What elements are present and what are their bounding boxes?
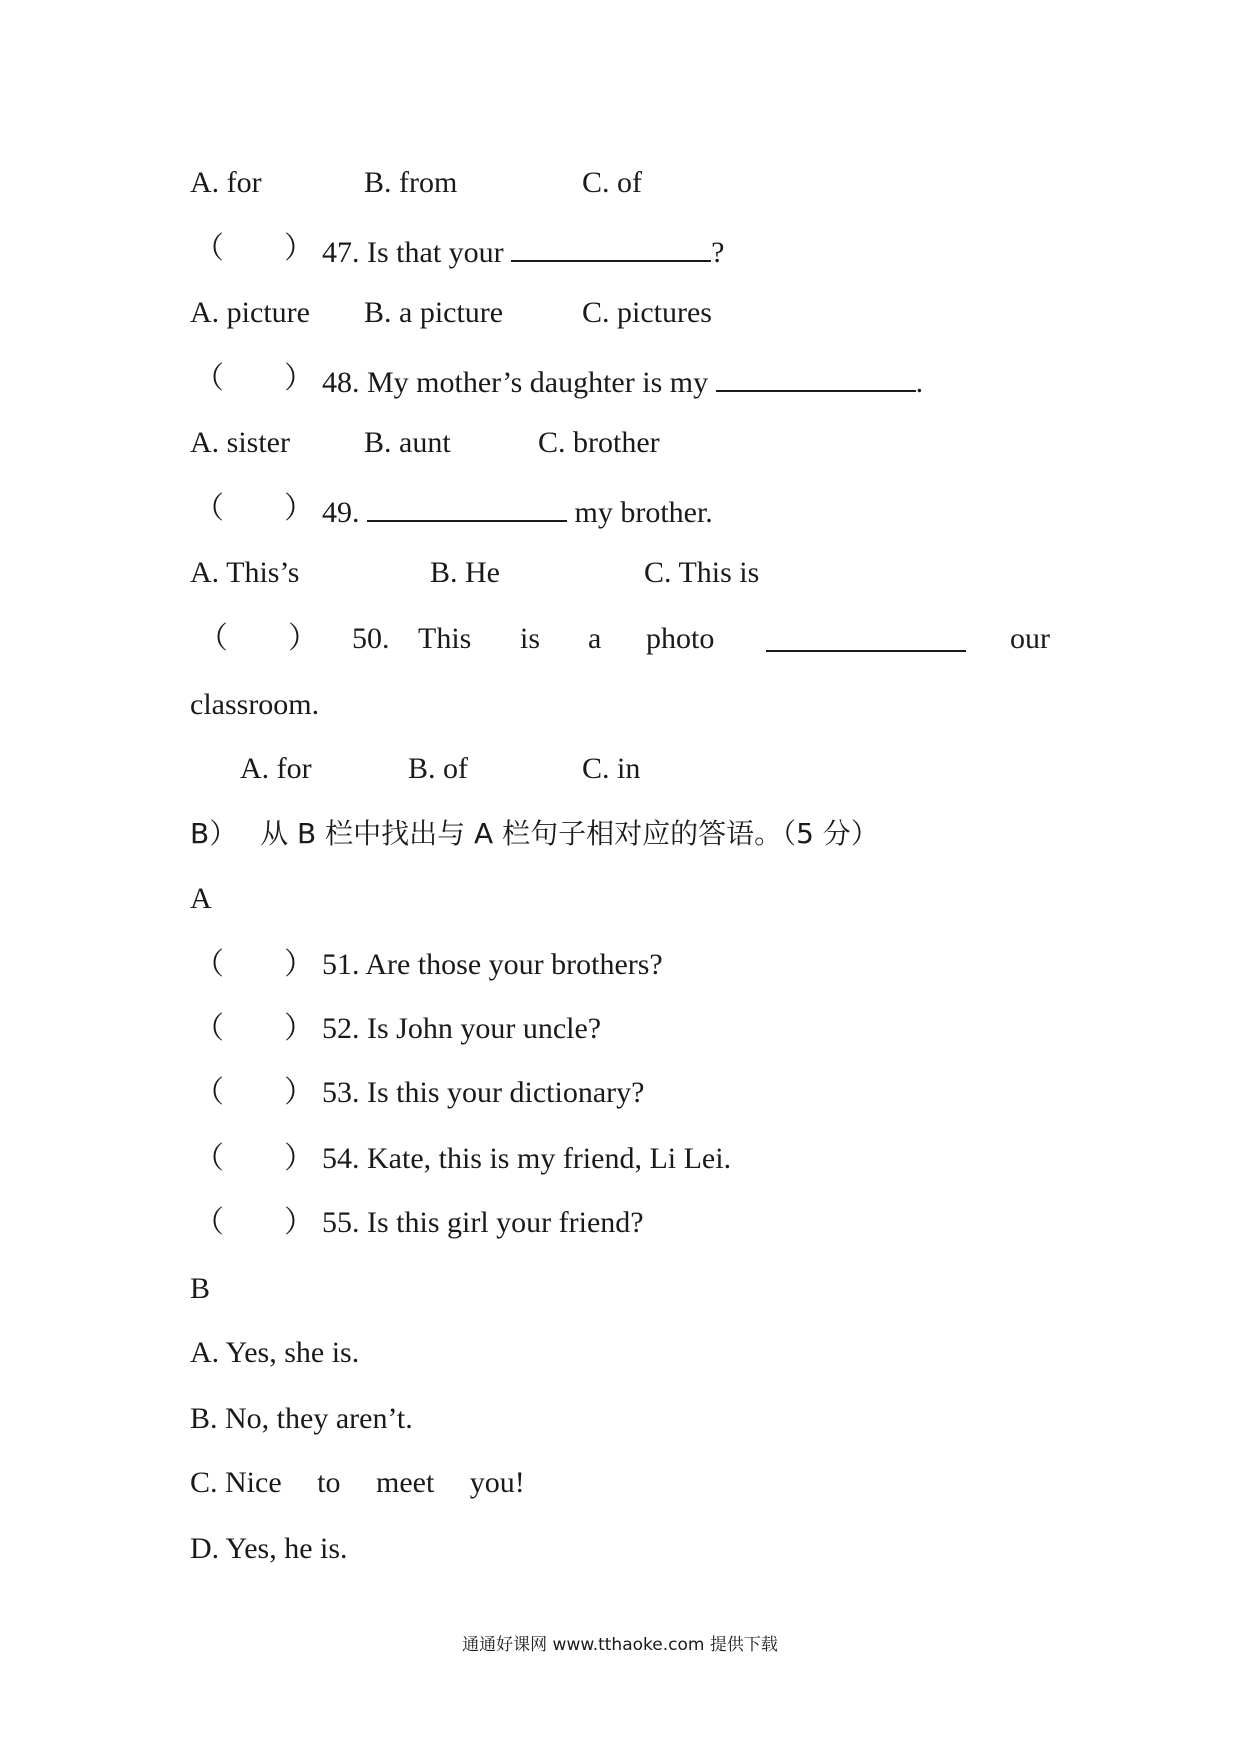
q49-tail: my brother.	[574, 496, 713, 529]
q47-option-a: A. picture	[190, 296, 310, 329]
q48-tail: .	[915, 366, 924, 399]
answer-c-word-1: C. Nice	[190, 1466, 282, 1499]
q49-paren: （ ）	[194, 491, 314, 526]
q50-blank-wrap	[766, 624, 966, 658]
q49-number: 49.	[322, 496, 360, 529]
section-b-heading	[190, 817, 879, 850]
q48-text: 48. My mother’s daughter is my	[322, 366, 709, 399]
q52-paren: （ ）	[194, 1011, 314, 1046]
q47-paren: （ ）	[194, 231, 314, 266]
q46-option-b: B. from	[364, 166, 458, 199]
q48-option-a: A. sister	[190, 426, 290, 459]
q50-option-a: A. for	[240, 752, 312, 785]
q52-text: 52. Is John your uncle?	[322, 1012, 602, 1045]
q50-blank	[766, 624, 966, 652]
q46-option-a: A. for	[190, 166, 262, 199]
q47-question	[322, 234, 724, 268]
q50-option-c: C. in	[582, 752, 641, 785]
page-footer: 通通好课网 www.tthaoke.com 提供下载	[462, 1635, 778, 1655]
q49-option-b: B. He	[430, 556, 500, 589]
q49-option-c: C. This is	[644, 556, 760, 589]
q47-option-b: B. a picture	[364, 296, 504, 329]
q51-text: 51. Are those your brothers?	[322, 948, 663, 981]
q55-text: 55. Is this girl your friend?	[322, 1206, 644, 1239]
answer-c-word-4: you!	[469, 1466, 525, 1499]
section-b-prefix: B）	[190, 817, 238, 850]
q50-word-is: is	[520, 622, 541, 655]
q53-text: 53. Is this your dictionary?	[322, 1076, 645, 1109]
section-b-instruction: 从 B 栏中找出与 A 栏句子相对应的答语。（5 分）	[260, 817, 879, 850]
q50-continuation: classroom.	[190, 688, 320, 721]
q54-paren: （ ）	[194, 1141, 314, 1176]
answer-b: B. No, they aren’t.	[190, 1402, 413, 1435]
q48-blank	[716, 364, 916, 392]
q48-paren: （ ）	[194, 361, 314, 396]
answer-c-word-3: meet	[375, 1466, 435, 1499]
q51-paren: （ ）	[194, 947, 314, 982]
q50-word-this: This	[418, 622, 472, 655]
column-b-label: B	[190, 1272, 211, 1305]
q50-option-b: B. of	[408, 752, 468, 785]
q54-text: 54. Kate, this is my friend, Li Lei.	[322, 1142, 732, 1175]
q49-question	[322, 494, 713, 528]
answer-c-word-2: to	[317, 1466, 341, 1499]
answer-a: A. Yes, she is.	[190, 1336, 360, 1369]
answer-c	[190, 1468, 525, 1498]
q49-blank	[367, 494, 567, 522]
q50-word-our: our	[1010, 622, 1050, 655]
q50-paren: （ ）	[198, 621, 318, 656]
q47-option-c: C. pictures	[582, 296, 712, 329]
q49-option-a: A. This’s	[190, 556, 300, 589]
q50-word-a: a	[588, 622, 602, 655]
q46-option-c: C. of	[582, 166, 642, 199]
q55-paren: （ ）	[194, 1205, 314, 1240]
q48-option-b: B. aunt	[364, 426, 451, 459]
answer-d: D. Yes, he is.	[190, 1532, 348, 1565]
q53-paren: （ ）	[194, 1075, 314, 1110]
q50-word-photo: photo	[646, 622, 715, 655]
q47-blank	[511, 234, 711, 262]
q48-question	[322, 364, 923, 398]
q50-number: 50.	[352, 622, 390, 655]
q47-tail: ?	[711, 236, 725, 269]
q47-text: 47. Is that your	[322, 236, 504, 269]
q48-option-c: C. brother	[538, 426, 660, 459]
column-a-label: A	[190, 882, 212, 915]
